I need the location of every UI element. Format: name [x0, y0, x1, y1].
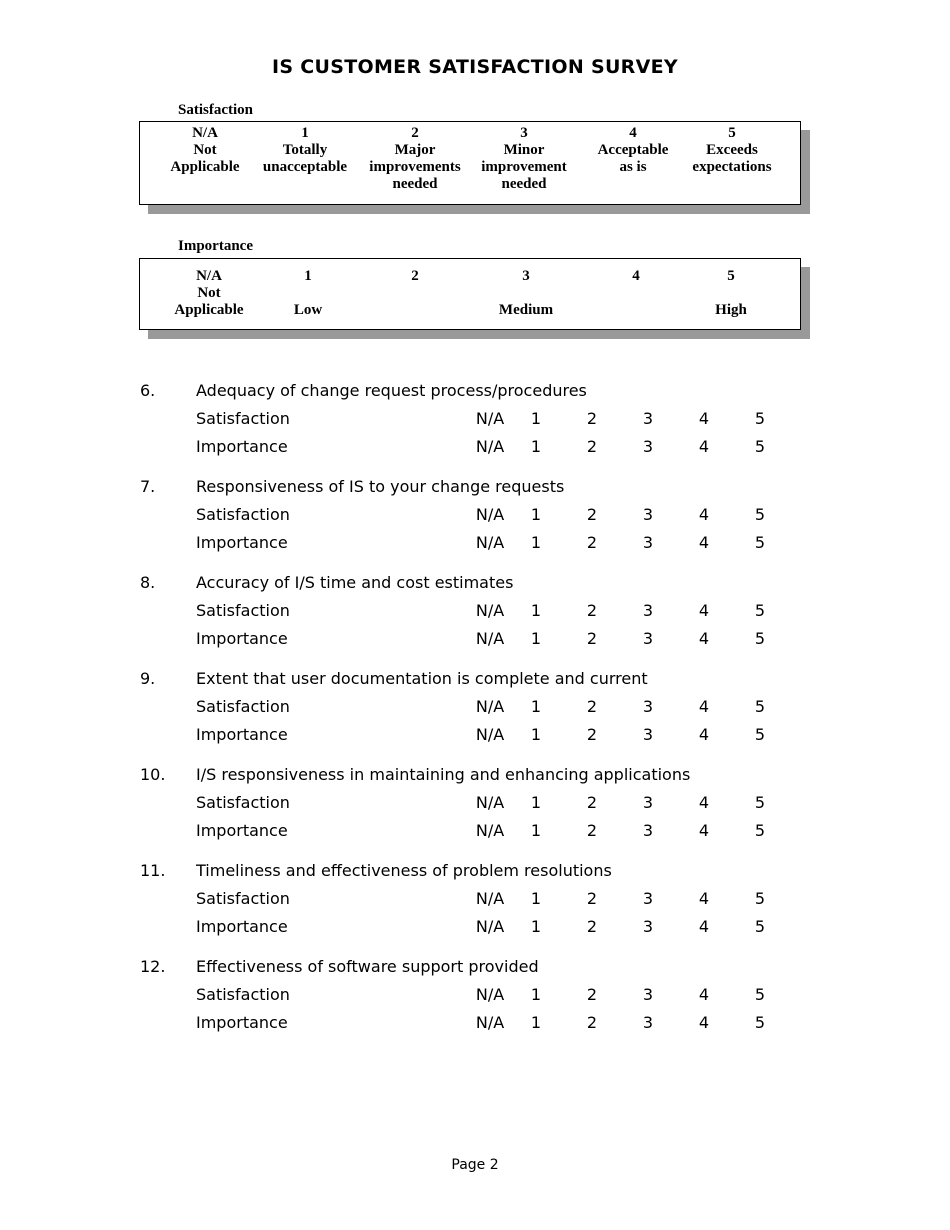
rating-option[interactable]: 3 — [642, 793, 654, 812]
rating-option[interactable]: 4 — [698, 725, 710, 744]
rating-option[interactable]: 3 — [642, 629, 654, 648]
scale-option-description: needed — [501, 176, 547, 192]
rating-option[interactable]: 3 — [642, 889, 654, 908]
scale-option-description: as is — [619, 159, 647, 175]
rating-option[interactable]: 4 — [698, 889, 710, 908]
rating-label-importance: Importance — [196, 725, 288, 744]
question-number: 12. — [140, 957, 166, 976]
rating-option[interactable]: N/A — [475, 409, 505, 428]
scale-option-number: 4 — [629, 125, 637, 141]
rating-label-satisfaction: Satisfaction — [196, 601, 290, 620]
rating-label-importance: Importance — [196, 1013, 288, 1032]
rating-option[interactable]: 5 — [754, 889, 766, 908]
importance-scale-legend — [139, 258, 801, 330]
importance-scale-description: Medium — [498, 302, 554, 318]
rating-label-importance: Importance — [196, 821, 288, 840]
rating-option[interactable]: 2 — [586, 917, 598, 936]
rating-option[interactable]: N/A — [475, 821, 505, 840]
rating-option[interactable]: 5 — [754, 505, 766, 524]
rating-option[interactable]: 3 — [642, 505, 654, 524]
rating-option[interactable]: 1 — [530, 533, 542, 552]
scale-option-number: 3 — [520, 125, 528, 141]
scale-option-number: 5 — [728, 125, 736, 141]
rating-option[interactable]: 5 — [754, 601, 766, 620]
rating-label-satisfaction: Satisfaction — [196, 505, 290, 524]
rating-option[interactable]: 4 — [698, 985, 710, 1004]
rating-option[interactable]: 2 — [586, 985, 598, 1004]
rating-option[interactable]: 5 — [754, 821, 766, 840]
importance-scale-number: 1 — [304, 268, 312, 284]
scale-option-number: 1 — [301, 125, 309, 141]
scale-option-number: 2 — [411, 125, 419, 141]
importance-scale-number: 4 — [632, 268, 640, 284]
rating-option[interactable]: 1 — [530, 409, 542, 428]
rating-option[interactable]: N/A — [475, 601, 505, 620]
rating-option[interactable]: 5 — [754, 1013, 766, 1032]
scale-option-description: Applicable — [170, 159, 240, 175]
question-text: Timeliness and effectiveness of problem resolutions — [196, 861, 612, 880]
rating-label-importance: Importance — [196, 533, 288, 552]
rating-option[interactable]: 3 — [642, 821, 654, 840]
satisfaction-scale-legend — [139, 121, 801, 205]
rating-option[interactable]: 1 — [530, 601, 542, 620]
rating-option[interactable]: N/A — [475, 505, 505, 524]
rating-label-satisfaction: Satisfaction — [196, 409, 290, 428]
rating-option[interactable]: 2 — [586, 629, 598, 648]
rating-option[interactable]: N/A — [475, 437, 505, 456]
question-number: 8. — [140, 573, 156, 592]
scale-option-description: Not — [193, 142, 217, 158]
question-text: Adequacy of change request process/procedures — [196, 381, 587, 400]
rating-option[interactable]: 4 — [698, 821, 710, 840]
rating-option[interactable]: 3 — [642, 917, 654, 936]
question-number: 11. — [140, 861, 166, 880]
rating-label-satisfaction: Satisfaction — [196, 697, 290, 716]
rating-option[interactable]: 4 — [698, 793, 710, 812]
rating-option[interactable]: N/A — [475, 793, 505, 812]
scale-option-description: Totally — [282, 142, 328, 158]
rating-option[interactable]: 1 — [530, 629, 542, 648]
rating-label-importance: Importance — [196, 917, 288, 936]
importance-scale-number: N/A — [196, 268, 222, 284]
question-number: 7. — [140, 477, 156, 496]
scale-option-description: unacceptable — [262, 159, 348, 175]
importance-scale-number: 3 — [522, 268, 530, 284]
rating-option[interactable]: N/A — [475, 917, 505, 936]
rating-option[interactable]: 3 — [642, 725, 654, 744]
importance-scale-number: 5 — [727, 268, 735, 284]
rating-option[interactable]: 1 — [530, 725, 542, 744]
rating-option[interactable]: 4 — [698, 1013, 710, 1032]
question-number: 10. — [140, 765, 166, 784]
rating-option[interactable]: 3 — [642, 601, 654, 620]
rating-option[interactable]: 5 — [754, 409, 766, 428]
rating-option[interactable]: 1 — [530, 985, 542, 1004]
rating-option[interactable]: N/A — [475, 629, 505, 648]
rating-option[interactable]: N/A — [475, 889, 505, 908]
rating-label-satisfaction: Satisfaction — [196, 985, 290, 1004]
rating-option[interactable]: 3 — [642, 1013, 654, 1032]
rating-option[interactable]: 5 — [754, 917, 766, 936]
rating-option[interactable]: 2 — [586, 437, 598, 456]
rating-option[interactable]: 1 — [530, 889, 542, 908]
rating-label-importance: Importance — [196, 437, 288, 456]
question-number: 9. — [140, 669, 156, 688]
rating-option[interactable]: N/A — [475, 985, 505, 1004]
question-text: Accuracy of I/S time and cost estimates — [196, 573, 514, 592]
rating-option[interactable]: 1 — [530, 505, 542, 524]
importance-scale-label: Importance — [178, 238, 253, 254]
satisfaction-scale-option — [672, 125, 792, 176]
rating-option[interactable]: N/A — [475, 1013, 505, 1032]
rating-option[interactable]: 4 — [698, 917, 710, 936]
rating-option[interactable]: 2 — [586, 505, 598, 524]
rating-option[interactable]: 2 — [586, 793, 598, 812]
rating-option[interactable]: N/A — [475, 533, 505, 552]
question-text: Effectiveness of software support provided — [196, 957, 539, 976]
rating-option[interactable]: 5 — [754, 533, 766, 552]
rating-option[interactable]: 2 — [586, 889, 598, 908]
rating-option[interactable]: 5 — [754, 437, 766, 456]
rating-option[interactable]: 1 — [530, 437, 542, 456]
rating-option[interactable]: 4 — [698, 505, 710, 524]
scale-option-description: needed — [392, 176, 438, 192]
scale-option-number: N/A — [192, 125, 218, 141]
rating-option[interactable]: 2 — [586, 533, 598, 552]
satisfaction-scale-option — [464, 125, 584, 193]
question-number: 6. — [140, 381, 156, 400]
satisfaction-scale-option — [355, 125, 475, 193]
page-number: Page 2 — [451, 1157, 499, 1173]
scale-option-description: Exceeds — [706, 142, 758, 158]
rating-option[interactable]: 4 — [698, 629, 710, 648]
rating-option[interactable]: N/A — [475, 697, 505, 716]
importance-scale-description: Low — [293, 302, 323, 318]
rating-option[interactable]: 2 — [586, 697, 598, 716]
rating-option[interactable]: 5 — [754, 793, 766, 812]
rating-option[interactable]: 2 — [586, 601, 598, 620]
importance-scale-number: 2 — [411, 268, 419, 284]
rating-option[interactable]: 4 — [698, 697, 710, 716]
rating-option[interactable]: 1 — [530, 917, 542, 936]
rating-label-satisfaction: Satisfaction — [196, 889, 290, 908]
rating-option[interactable]: 2 — [586, 725, 598, 744]
question-text: Responsiveness of IS to your change requests — [196, 477, 565, 496]
rating-option[interactable]: 2 — [586, 1013, 598, 1032]
rating-option[interactable]: 3 — [642, 409, 654, 428]
satisfaction-scale-label: Satisfaction — [178, 102, 253, 118]
scale-option-description: expectations — [692, 159, 772, 175]
rating-option[interactable]: 3 — [642, 437, 654, 456]
rating-option[interactable]: 5 — [754, 985, 766, 1004]
rating-option[interactable]: 1 — [530, 793, 542, 812]
rating-option[interactable]: 3 — [642, 985, 654, 1004]
rating-option[interactable]: 5 — [754, 629, 766, 648]
rating-option[interactable]: 3 — [642, 533, 654, 552]
importance-scale-description: Not Applicable — [174, 285, 244, 318]
question-text: Extent that user documentation is complete and current — [196, 669, 648, 688]
satisfaction-scale-option — [245, 125, 365, 176]
rating-option[interactable]: 1 — [530, 821, 542, 840]
rating-option[interactable]: 4 — [698, 437, 710, 456]
rating-option[interactable]: 2 — [586, 409, 598, 428]
rating-option[interactable]: 2 — [586, 821, 598, 840]
rating-option[interactable]: 1 — [530, 1013, 542, 1032]
page-title: IS CUSTOMER SATISFACTION SURVEY — [272, 56, 678, 78]
rating-option[interactable]: 5 — [754, 725, 766, 744]
question-text: I/S responsiveness in maintaining and enhancing applications — [196, 765, 691, 784]
rating-option[interactable]: 1 — [530, 697, 542, 716]
rating-option[interactable]: 4 — [698, 601, 710, 620]
scale-option-description: Minor — [503, 142, 545, 158]
scale-option-description: improvements — [369, 159, 461, 175]
scale-option-description: improvement — [481, 159, 567, 175]
scale-option-description: Acceptable — [597, 142, 669, 158]
scale-option-description: Major — [394, 142, 436, 158]
rating-option[interactable]: 3 — [642, 697, 654, 716]
rating-option[interactable]: 5 — [754, 697, 766, 716]
importance-scale-description: High — [715, 302, 747, 318]
rating-option[interactable]: 4 — [698, 409, 710, 428]
rating-label-importance: Importance — [196, 629, 288, 648]
rating-label-satisfaction: Satisfaction — [196, 793, 290, 812]
rating-option[interactable]: N/A — [475, 725, 505, 744]
rating-option[interactable]: 4 — [698, 533, 710, 552]
